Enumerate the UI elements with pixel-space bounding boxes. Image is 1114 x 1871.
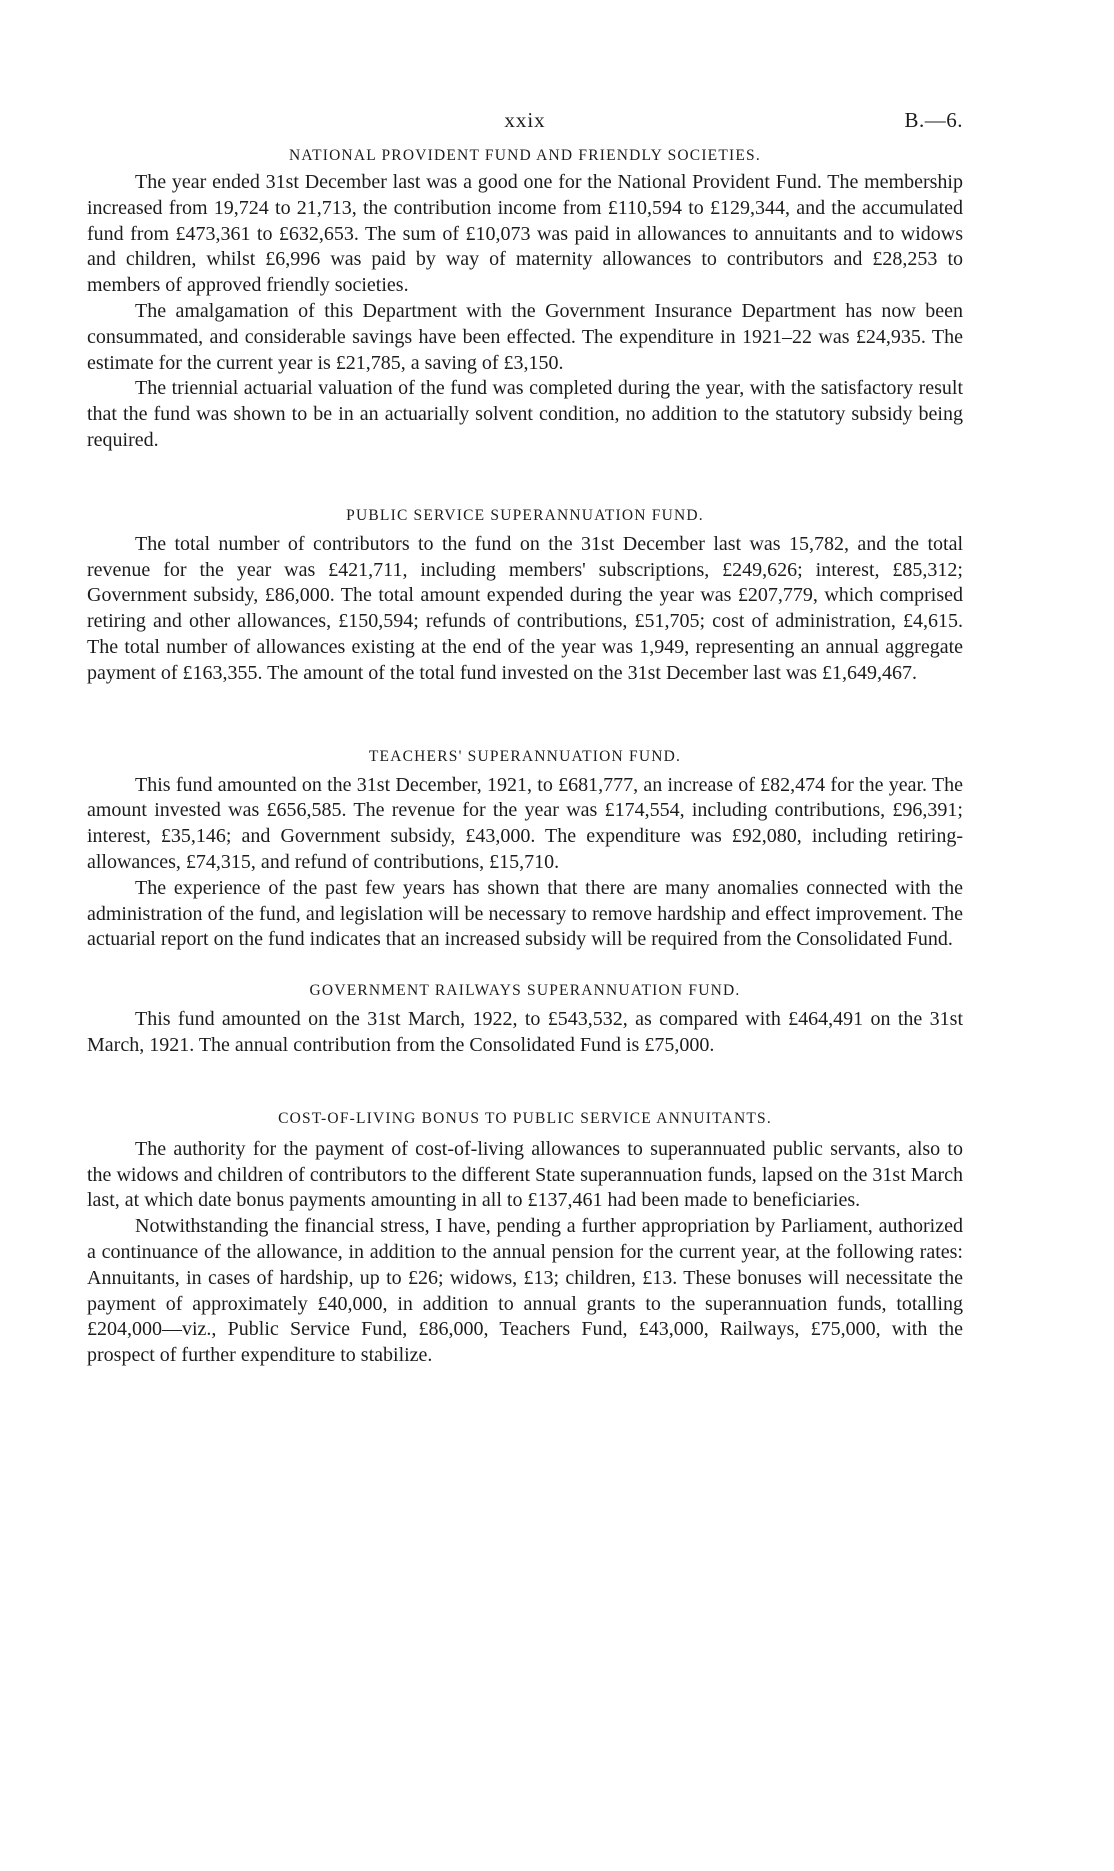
- paragraph: The year ended 31st December last was a good one for the National Provident Fund. The membership increased from 19,724 to 21,713, the contribution income from £110,594 to £129,344, and the accumulated fund from £473,361 to £632,653. The sum of £10,073 was paid in allowances to annuitants and to widows and children, whilst £6,996 was paid by way of maternity allowances to contributors and £28,253 to members of approved friendly societies.: [87, 171, 963, 297]
- paragraph: The amalgamation of this Department with the Government Insurance Department has now been consummated, and considerable savings have been effected. The expenditure in 1921–22 was £24,935. The estimate for the current year is £21,785, a saving of £3,150.: [87, 299, 963, 374]
- section-cost-of-living-bonus: [87, 1109, 963, 1369]
- paragraph: The authority for the payment of cost-of-living allowances to superannuated public servants, also to the widows and children of contributors to the different State superannuation funds, lapsed on the 31st March last, at which date bonus payments amounting in all to £137,461 had been made to beneficiaries.: [87, 1137, 963, 1212]
- section-government-railways-superannuation: [87, 981, 963, 1059]
- section-national-provident-fund: [87, 146, 963, 454]
- paragraph: The total number of contributors to the fund on the 31st December last was 15,782, and the total revenue for the year was £421,711, including members' subscriptions, £249,626; interest, £85,312; Government subsidy, £86,000. The total amount expended during the year was £207,779, which comprised retiring and other allowances, £150,594; refunds of contributions, £51,705; cost of administration, £4,615. The total number of allowances existing at the end of the year was 1,949, representing an annual aggregate payment of £163,355. The amount of the total fund invested on the 31st December last was £1,649,467.: [87, 532, 963, 684]
- section-heading: PUBLIC SERVICE SUPERANNUATION FUND.: [346, 506, 704, 524]
- section-heading: COST-OF-LIVING BONUS TO PUBLIC SERVICE ANNUITANTS.: [278, 1109, 772, 1127]
- section-public-service-superannuation: [87, 506, 963, 687]
- paragraph: Notwithstanding the financial stress, I have, pending a further appropriation by Parliament, authorized a continuance of the allowance, in addition to the annual pension for the current year, at the following rates: Annuitants, in cases of hardship, up to £26; widows, £13; children, £13. These bonuses will necessitate the payment of approximately £40,000, in addition to annual grants to the superannuation funds, totalling £204,000—viz., Public Service Fund, £86,000, Teachers Fund, £43,000, Railways, £75,000, with the prospect of further expenditure to stabilize.: [87, 1215, 963, 1367]
- page-number: xxix: [504, 108, 546, 132]
- paragraph: The triennial actuarial valuation of the fund was completed during the year, with the satisfactory result that the fund was shown to be in an actuarially solvent condition, no addition to the statutory subsidy being required.: [87, 377, 963, 451]
- paragraph: The experience of the past few years has shown that there are many anomalies connected with the administration of the fund, and legislation will be necessary to remove hardship and effect improvement. The actuarial report on the fund indicates that an increased subsidy will be required from the Consolidated Fund.: [87, 876, 963, 951]
- section-heading: TEACHERS' SUPERANNUATION FUND.: [368, 747, 682, 765]
- section-heading: GOVERNMENT RAILWAYS SUPERANNUATION FUND.: [309, 982, 741, 1000]
- page-header: [87, 108, 963, 138]
- paragraph: This fund amounted on the 31st March, 1922, to £543,532, as compared with £464,491 on the 31st March, 1921. The annual contribution from the Consolidated Fund is £75,000.: [87, 1008, 963, 1056]
- paragraph: This fund amounted on the 31st December, 1921, to £681,777, an increase of £82,474 for the year. The amount invested was £656,585. The revenue for the year was £174,554, including contributions, £96,391; interest, £35,146; and Government subsidy, £43,000. The expenditure was £92,080, including retiring-allowances, £74,315, and refund of contributions, £15,710.: [87, 773, 963, 873]
- section-teachers-superannuation: [87, 747, 963, 954]
- document-page: [87, 108, 963, 1369]
- paper-reference: B.—6.: [904, 108, 963, 132]
- section-heading: NATIONAL PROVIDENT FUND AND FRIENDLY SOCIETIES.: [289, 147, 761, 164]
